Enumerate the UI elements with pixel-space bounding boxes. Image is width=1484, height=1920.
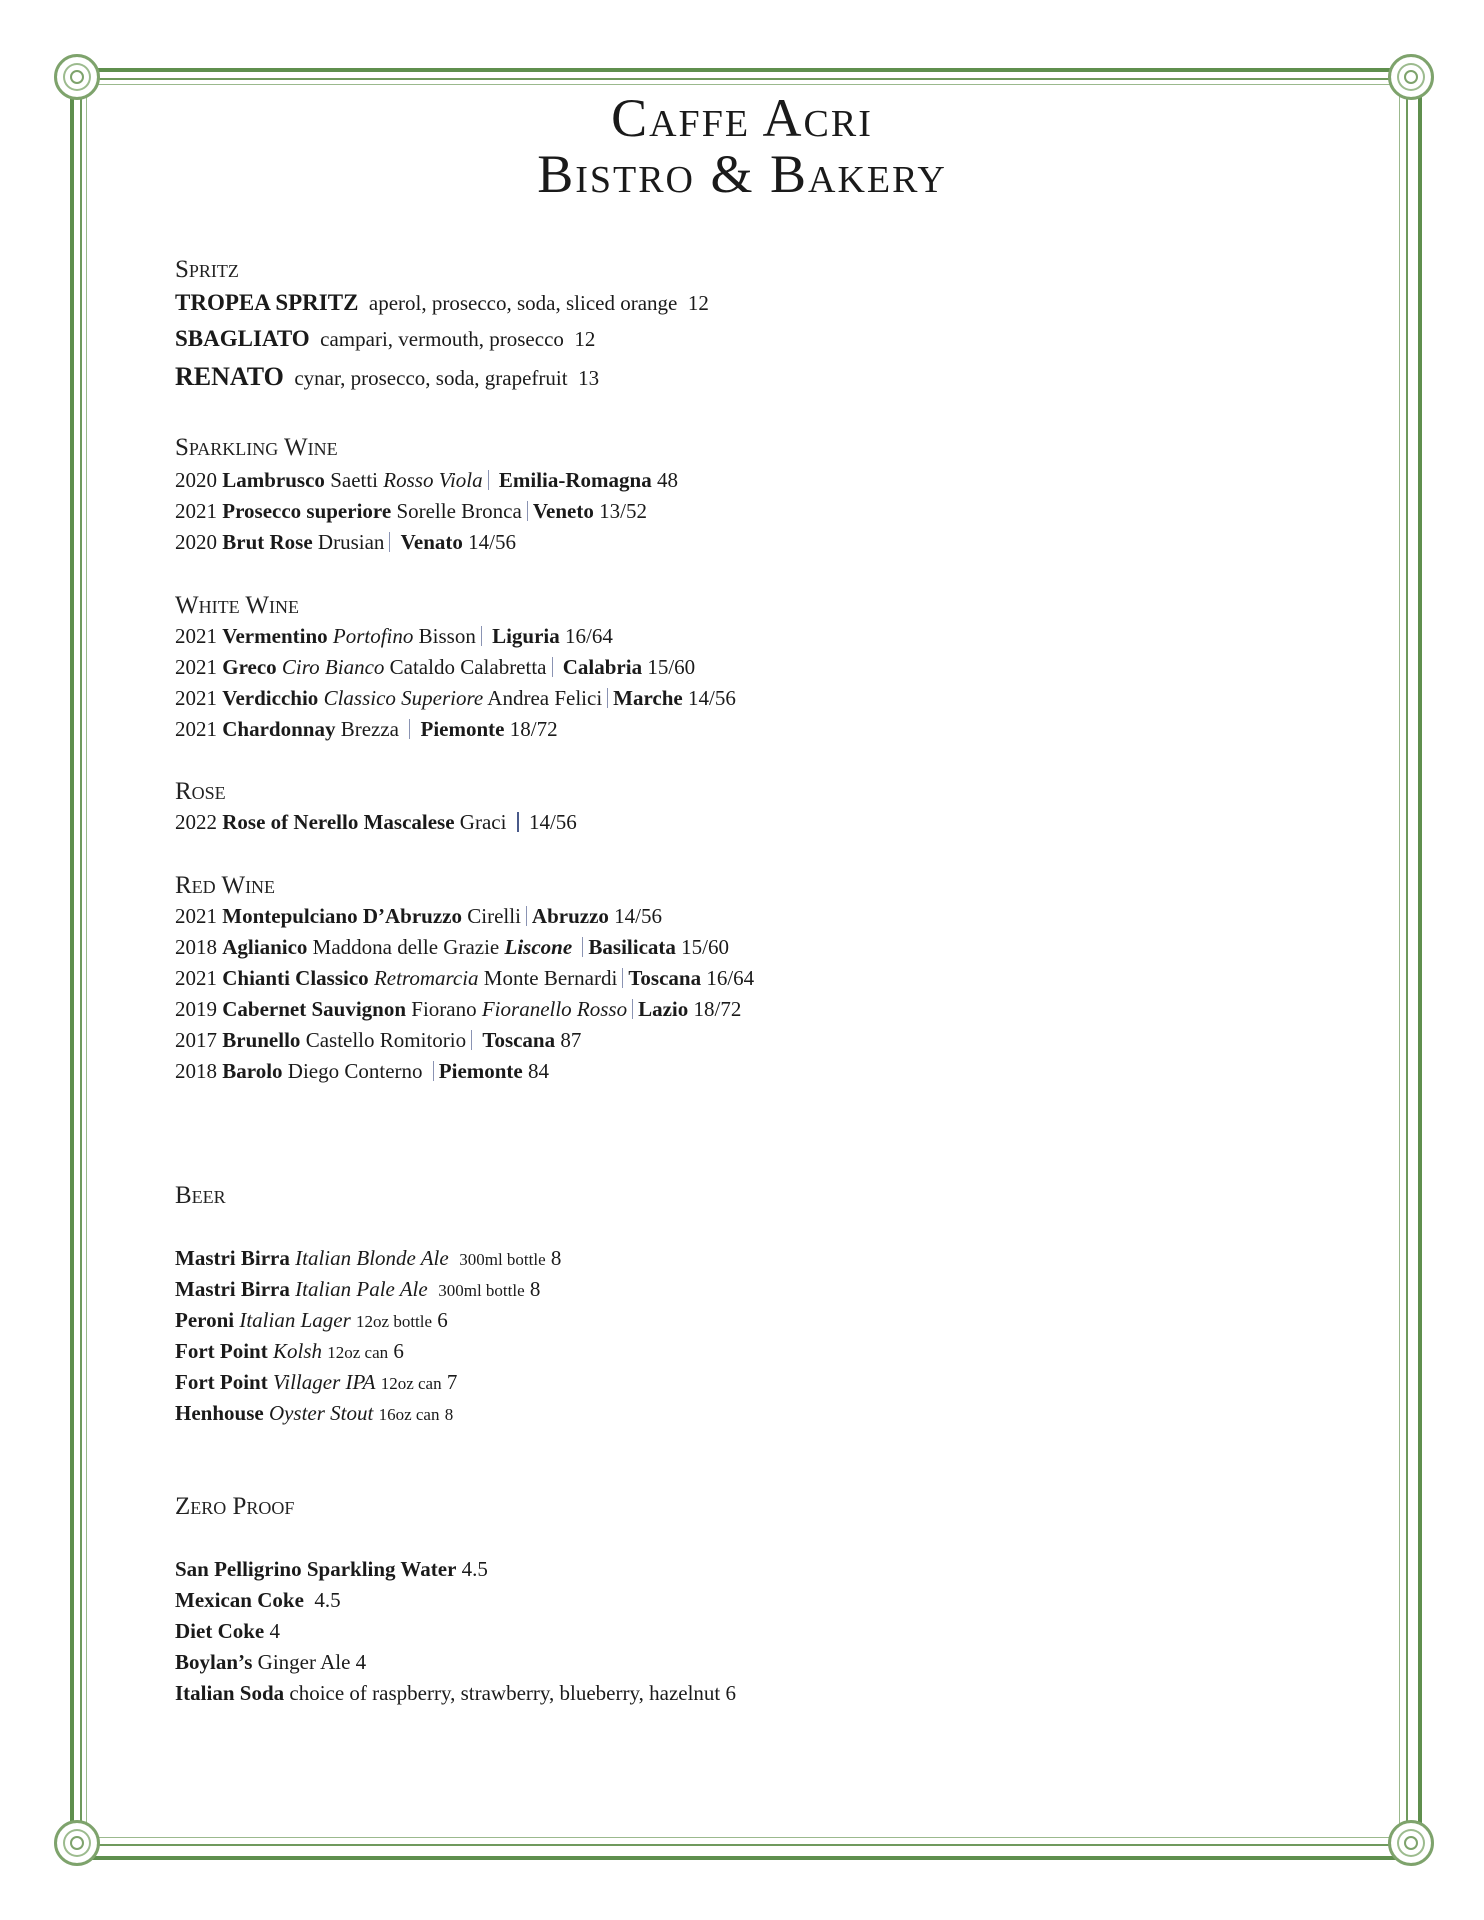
section-heading-sparkling-wine: Sparkling Wine [175, 434, 338, 461]
section-heading-white-wine: White Wine [175, 592, 299, 619]
corner-ornament-icon [54, 1820, 100, 1866]
menu-item: TROPEA SPRITZ aperol, prosecco, soda, sliced orange 12 [175, 290, 709, 315]
section-heading-red-wine: Red Wine [175, 872, 276, 899]
menu-item: 2018 Aglianico Maddona delle Grazie Liscone Basilicata 15/60 [175, 935, 730, 959]
menu-item: 2021 Greco Ciro Bianco Cataldo Calabretta Calabria 15/60 [175, 655, 696, 679]
menu-item: San Pelligrino Sparkling Water 4.5 [175, 1557, 488, 1581]
menu-item: Boylan’s Ginger Ale 4 [175, 1650, 367, 1674]
menu-item: 2019 Cabernet Sauvignon Fiorano Fioranello Rosso Lazio 18/72 [175, 997, 742, 1021]
menu-item: 2020 Lambrusco Saetti Rosso Viola Emilia-Romagna 48 [175, 468, 678, 492]
menu-item: 2018 Barolo Diego Conterno Piemonte 84 [175, 1059, 550, 1083]
menu-item: Italian Soda choice of raspberry, strawberry, blueberry, hazelnut 6 [175, 1681, 737, 1705]
menu-item: RENATO cynar, prosecco, soda, grapefruit 13 [175, 362, 600, 391]
section-heading-spritz: Spritz [175, 256, 239, 283]
section-heading-rose: Rose [175, 778, 226, 805]
menu-item: 2021 Montepulciano D’Abruzzo Cirelli Abruzzo 14/56 [175, 904, 663, 928]
page-subtitle: Bistro & Bakery [537, 144, 947, 204]
menu-item: Fort Point Kolsh 12oz can 6 [175, 1339, 404, 1363]
menu-item: 2021 Prosecco superiore Sorelle Bronca Veneto 13/52 [175, 499, 647, 523]
menu-item: 2021 Vermentino Portofino Bisson Liguria 16/64 [175, 624, 613, 648]
menu-item: Henhouse Oyster Stout 16oz can 8 [175, 1401, 454, 1425]
menu-item: Diet Coke 4 [175, 1619, 280, 1643]
menu-item: 2021 Chianti Classico Retromarcia Monte Bernardi Toscana 16/64 [175, 966, 755, 990]
menu-item: 2020 Brut Rose Drusian Venato 14/56 [175, 530, 516, 554]
menu-item: Mastri Birra Italian Pale Ale 300ml bottle 8 [175, 1277, 541, 1301]
menu-item: 2021 Chardonnay Brezza Piemonte 18/72 [175, 717, 558, 741]
corner-ornament-icon [1388, 1820, 1434, 1866]
menu-item: Fort Point Villager IPA 12oz can 7 [175, 1370, 458, 1394]
page-title: Caffe Acri [611, 88, 873, 148]
menu-item: 2022 Rose of Nerello Mascalese Graci 14/56 [175, 810, 577, 834]
section-heading-beer: Beer [175, 1182, 226, 1209]
menu-item: SBAGLIATO campari, vermouth, prosecco 12 [175, 326, 596, 351]
menu-item: Mastri Birra Italian Blonde Ale 300ml bottle 8 [175, 1246, 562, 1270]
menu-item: 2017 Brunello Castello Romitorio Toscana 87 [175, 1028, 582, 1052]
menu-item: Peroni Italian Lager 12oz bottle 6 [175, 1308, 448, 1332]
section-heading-zero-proof: Zero Proof [175, 1493, 295, 1520]
menu-item: Mexican Coke 4.5 [175, 1588, 341, 1612]
menu-item: 2021 Verdicchio Classico Superiore Andrea Felici Marche 14/56 [175, 686, 736, 710]
